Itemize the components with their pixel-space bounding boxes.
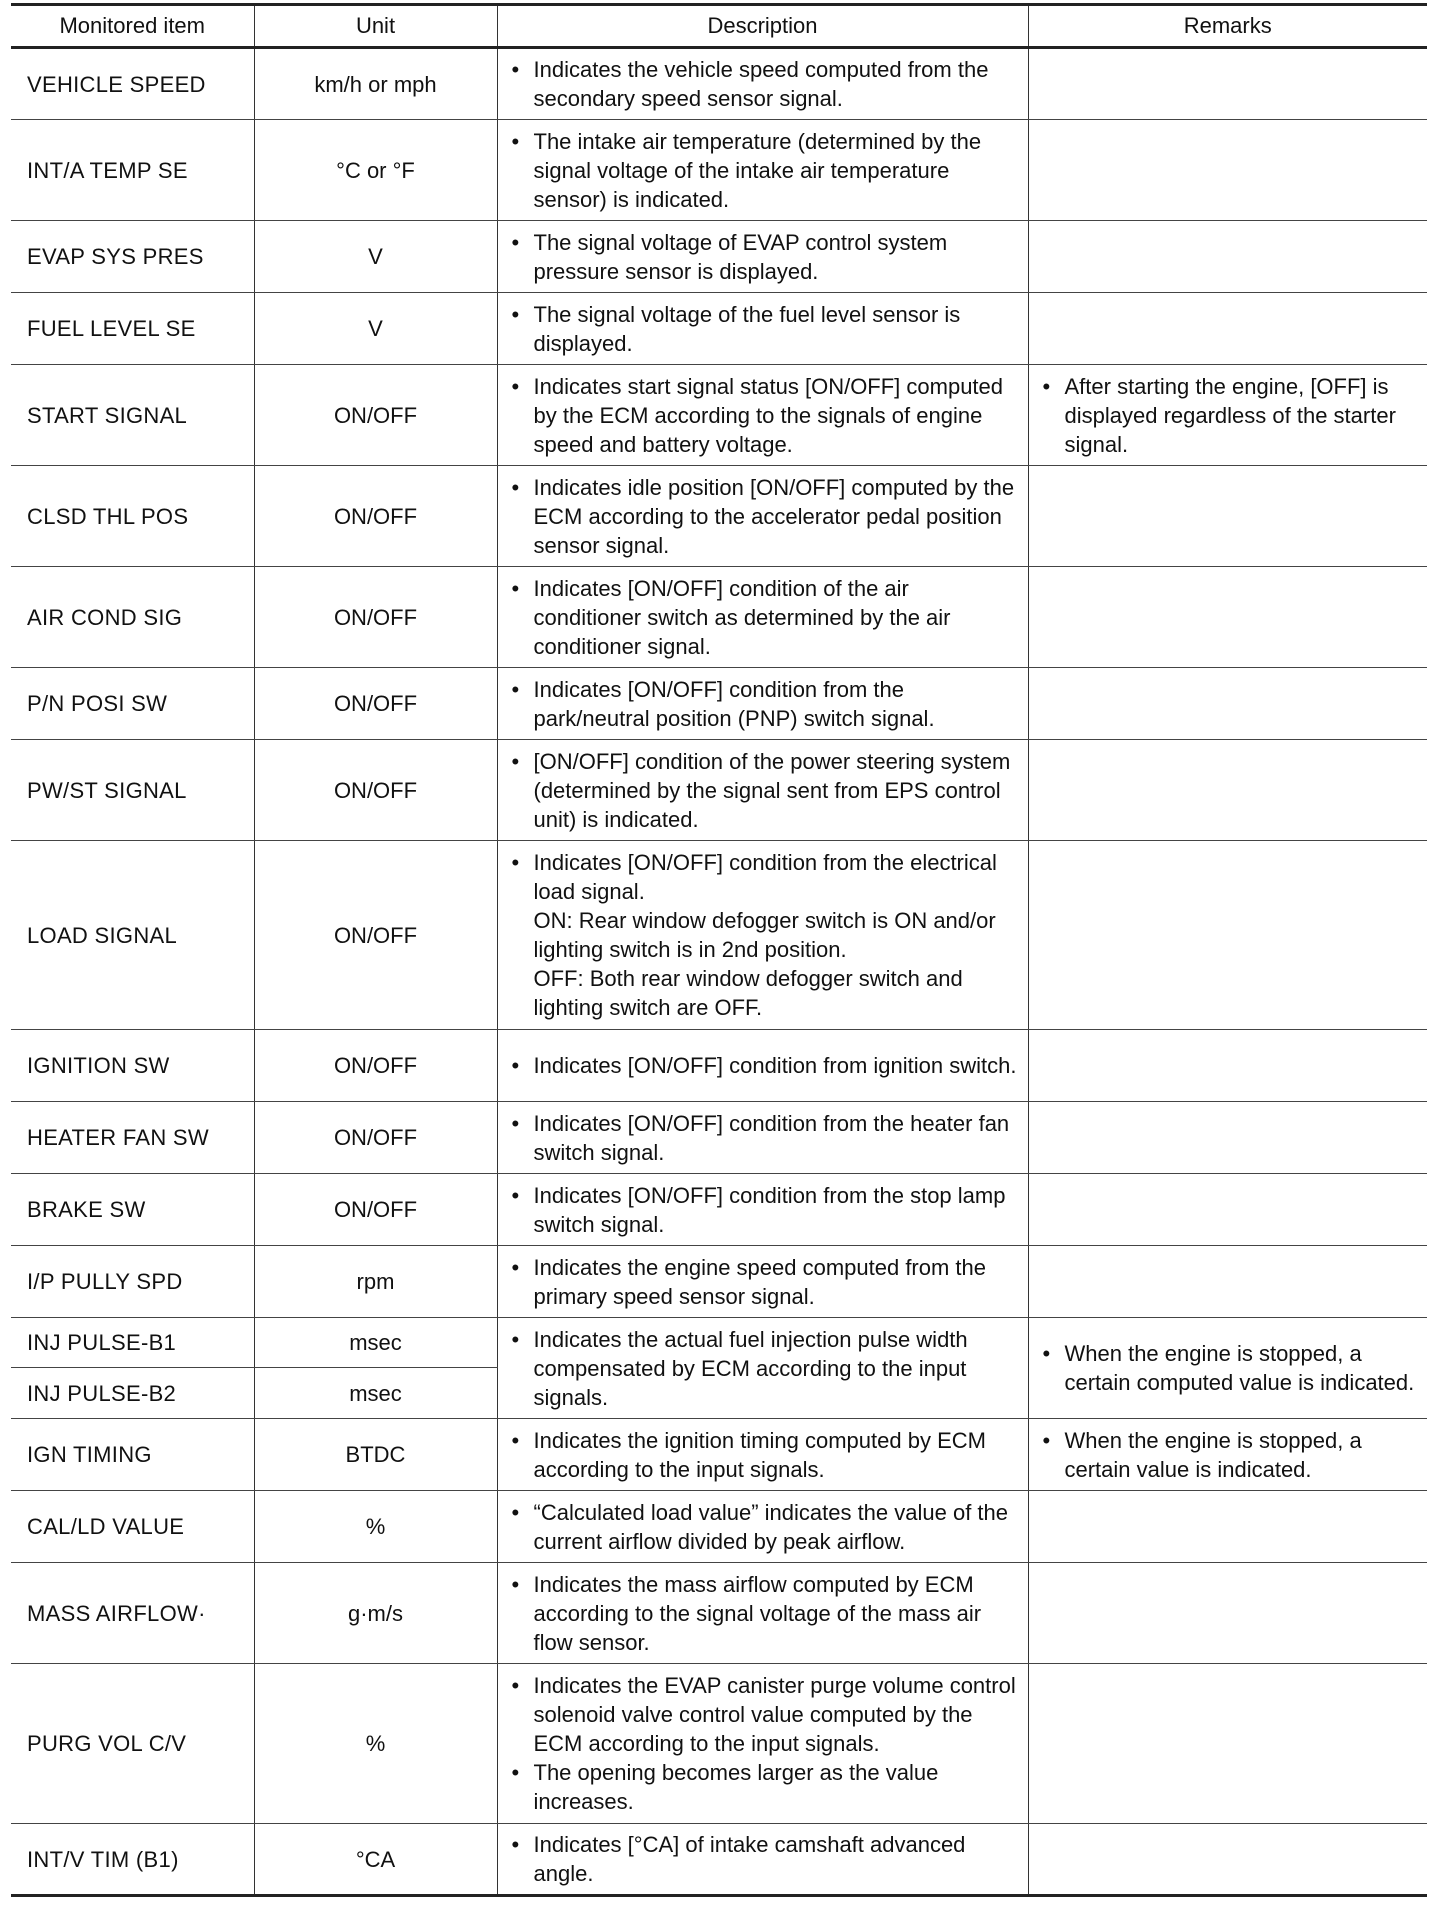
description-cell: [497, 1664, 1028, 1824]
remarks-cell: [1028, 48, 1427, 120]
remarks-cell: [1028, 120, 1427, 221]
description-bullet: • Indicates idle position [ON/OFF] computed by the ECM according to the accelerator pedal position sensor signal.: [508, 473, 1022, 560]
table-row: [11, 365, 1427, 466]
header-description: Description: [497, 5, 1028, 48]
description-bullet: • Indicates [°CA] of intake camshaft advanced angle.: [508, 1830, 1022, 1888]
description-bullet: • Indicates the engine speed computed from the primary speed sensor signal.: [508, 1253, 1022, 1311]
unit-cell: km/h or mph: [254, 48, 497, 120]
table-row: [11, 1664, 1427, 1824]
remarks-cell: [1028, 1030, 1427, 1102]
monitored-item-cell: BRAKE SW: [11, 1174, 254, 1246]
description-cell: [497, 48, 1028, 120]
description-cell: [497, 1318, 1028, 1419]
monitor-item-table: [11, 3, 1427, 1897]
table-row: [11, 1491, 1427, 1563]
remarks-cell: [1028, 1174, 1427, 1246]
remarks-cell: [1028, 841, 1427, 1030]
description-bullet: • The signal voltage of the fuel level sensor is displayed.: [508, 300, 1022, 358]
remarks-cell: [1028, 293, 1427, 365]
unit-cell: %: [254, 1664, 497, 1824]
description-cell: [497, 365, 1028, 466]
unit-cell: %: [254, 1491, 497, 1563]
remarks-cell: [1028, 1664, 1427, 1824]
monitored-item-cell: CAL/LD VALUE: [11, 1491, 254, 1563]
remarks-bullet: • After starting the engine, [OFF] is displayed regardless of the starter signal.: [1039, 372, 1422, 459]
description-cell: [497, 1174, 1028, 1246]
description-bullet: • Indicates [ON/OFF] condition from the electrical load signal.: [508, 848, 1022, 906]
description-cell: [497, 1563, 1028, 1664]
description-bullet: • Indicates start signal status [ON/OFF] computed by the ECM according to the signals of engine speed and battery voltage.: [508, 372, 1022, 459]
description-bullet: • Indicates [ON/OFF] condition from the heater fan switch signal.: [508, 1109, 1022, 1167]
remarks-cell: [1028, 740, 1427, 841]
table-row: [11, 1824, 1427, 1896]
table-row: [11, 1318, 1427, 1368]
description-bullet: • Indicates [ON/OFF] condition of the air conditioner switch as determined by the air conditioner signal.: [508, 574, 1022, 661]
remarks-bullet: • When the engine is stopped, a certain value is indicated.: [1039, 1426, 1422, 1484]
description-cell: [497, 1824, 1028, 1896]
unit-cell: rpm: [254, 1246, 497, 1318]
remarks-cell: [1028, 365, 1427, 466]
unit-cell: ON/OFF: [254, 1174, 497, 1246]
table-row: [11, 668, 1427, 740]
description-bullet: • The signal voltage of EVAP control system pressure sensor is displayed.: [508, 228, 1022, 286]
unit-cell: °C or °F: [254, 120, 497, 221]
monitored-item-cell: PW/ST SIGNAL: [11, 740, 254, 841]
unit-cell: ON/OFF: [254, 567, 497, 668]
monitored-item-cell: LOAD SIGNAL: [11, 841, 254, 1030]
monitored-item-cell: PURG VOL C/V: [11, 1664, 254, 1824]
table-row: [11, 1030, 1427, 1102]
unit-cell: ON/OFF: [254, 1030, 497, 1102]
unit-cell: °CA: [254, 1824, 497, 1896]
monitored-item-cell: START SIGNAL: [11, 365, 254, 466]
table-row: [11, 567, 1427, 668]
monitored-item-cell: IGN TIMING: [11, 1419, 254, 1491]
table-header-row: [11, 5, 1427, 48]
unit-cell: ON/OFF: [254, 841, 497, 1030]
remarks-cell: [1028, 567, 1427, 668]
description-bullet: • Indicates the vehicle speed computed from the secondary speed sensor signal.: [508, 55, 1022, 113]
unit-cell: ON/OFF: [254, 466, 497, 567]
remarks-cell: [1028, 1491, 1427, 1563]
unit-cell: ON/OFF: [254, 740, 497, 841]
monitored-item-cell: I/P PULLY SPD: [11, 1246, 254, 1318]
header-unit: Unit: [254, 5, 497, 48]
unit-cell: V: [254, 221, 497, 293]
description-bullet: • The opening becomes larger as the value increases.: [508, 1758, 1022, 1816]
header-remarks: Remarks: [1028, 5, 1427, 48]
monitored-item-cell: INT/V TIM (B1): [11, 1824, 254, 1896]
unit-cell: ON/OFF: [254, 1102, 497, 1174]
description-continuation: ON: Rear window defogger switch is ON and/or lighting switch is in 2nd position.: [533, 908, 996, 962]
monitored-item-cell: HEATER FAN SW: [11, 1102, 254, 1174]
monitored-item-cell: INJ PULSE-B1: [11, 1318, 254, 1368]
monitored-item-cell: EVAP SYS PRES: [11, 221, 254, 293]
monitored-item-cell: INT/A TEMP SE: [11, 120, 254, 221]
description-cell: [497, 567, 1028, 668]
description-cell: [497, 1246, 1028, 1318]
table-row: [11, 48, 1427, 120]
description-cell: [497, 1419, 1028, 1491]
monitored-item-cell: VEHICLE SPEED: [11, 48, 254, 120]
monitored-item-cell: AIR COND SIG: [11, 567, 254, 668]
table-row: [11, 1246, 1427, 1318]
monitored-item-cell: P/N POSI SW: [11, 668, 254, 740]
description-bullet: • Indicates the mass airflow computed by ECM according to the signal voltage of the mass air flow sensor.: [508, 1570, 1022, 1657]
description-cell: [497, 293, 1028, 365]
unit-cell: ON/OFF: [254, 365, 497, 466]
remarks-cell: [1028, 1563, 1427, 1664]
monitored-item-cell: FUEL LEVEL SE: [11, 293, 254, 365]
remarks-cell: [1028, 1246, 1427, 1318]
description-bullet: • Indicates [ON/OFF] condition from the stop lamp switch signal.: [508, 1181, 1022, 1239]
description-bullet: • Indicates the ignition timing computed by ECM according to the input signals.: [508, 1426, 1022, 1484]
description-bullet: • The intake air temperature (determined by the signal voltage of the intake air temperature sensor) is indicated.: [508, 127, 1022, 214]
monitored-item-cell: INJ PULSE-B2: [11, 1368, 254, 1419]
remarks-cell: [1028, 221, 1427, 293]
table-row: [11, 740, 1427, 841]
remarks-bullet: • When the engine is stopped, a certain computed value is indicated.: [1039, 1339, 1422, 1397]
description-cell: [497, 221, 1028, 293]
table-row: [11, 466, 1427, 567]
unit-cell: V: [254, 293, 497, 365]
table-row: [11, 841, 1427, 1030]
description-continuation: OFF: Both rear window defogger switch and lighting switch are OFF.: [533, 966, 963, 1020]
unit-cell: g·m/s: [254, 1563, 497, 1664]
description-cell: [497, 740, 1028, 841]
header-monitored-item: Monitored item: [11, 5, 254, 48]
table-row: [11, 1563, 1427, 1664]
table-row: [11, 293, 1427, 365]
monitored-item-cell: MASS AIRFLOW·: [11, 1563, 254, 1664]
table-row: [11, 120, 1427, 221]
remarks-cell: [1028, 466, 1427, 567]
description-bullet: • Indicates the actual fuel injection pulse width compensated by ECM according to the input signals.: [508, 1325, 1022, 1412]
description-bullet: • [ON/OFF] condition of the power steering system (determined by the signal sent from EPS control unit) is indicated.: [508, 747, 1022, 834]
table-row: [11, 1102, 1427, 1174]
monitored-item-cell: IGNITION SW: [11, 1030, 254, 1102]
unit-cell: BTDC: [254, 1419, 497, 1491]
unit-cell: msec: [254, 1318, 497, 1368]
table-row: [11, 221, 1427, 293]
remarks-cell: [1028, 1102, 1427, 1174]
table-row: [11, 1419, 1427, 1491]
remarks-cell: [1028, 1419, 1427, 1491]
description-cell: [497, 841, 1028, 1030]
remarks-cell: [1028, 1318, 1427, 1419]
description-bullet: • Indicates [ON/OFF] condition from the park/neutral position (PNP) switch signal.: [508, 675, 1022, 733]
remarks-cell: [1028, 668, 1427, 740]
description-cell: [497, 668, 1028, 740]
description-cell: [497, 120, 1028, 221]
remarks-cell: [1028, 1824, 1427, 1896]
description-cell: [497, 466, 1028, 567]
description-cell: [497, 1030, 1028, 1102]
monitored-item-cell: CLSD THL POS: [11, 466, 254, 567]
table-row: [11, 1174, 1427, 1246]
description-bullet: • Indicates the EVAP canister purge volume control solenoid valve control value computed by the ECM according to the input signals.: [508, 1671, 1022, 1758]
description-bullet: • Indicates [ON/OFF] condition from ignition switch.: [508, 1051, 1022, 1080]
description-cell: [497, 1491, 1028, 1563]
unit-cell: ON/OFF: [254, 668, 497, 740]
monitor-item-table-page: [11, 3, 1427, 1897]
description-cell: [497, 1102, 1028, 1174]
unit-cell: msec: [254, 1368, 497, 1419]
description-bullet: • “Calculated load value” indicates the value of the current airflow divided by peak airflow.: [508, 1498, 1022, 1556]
